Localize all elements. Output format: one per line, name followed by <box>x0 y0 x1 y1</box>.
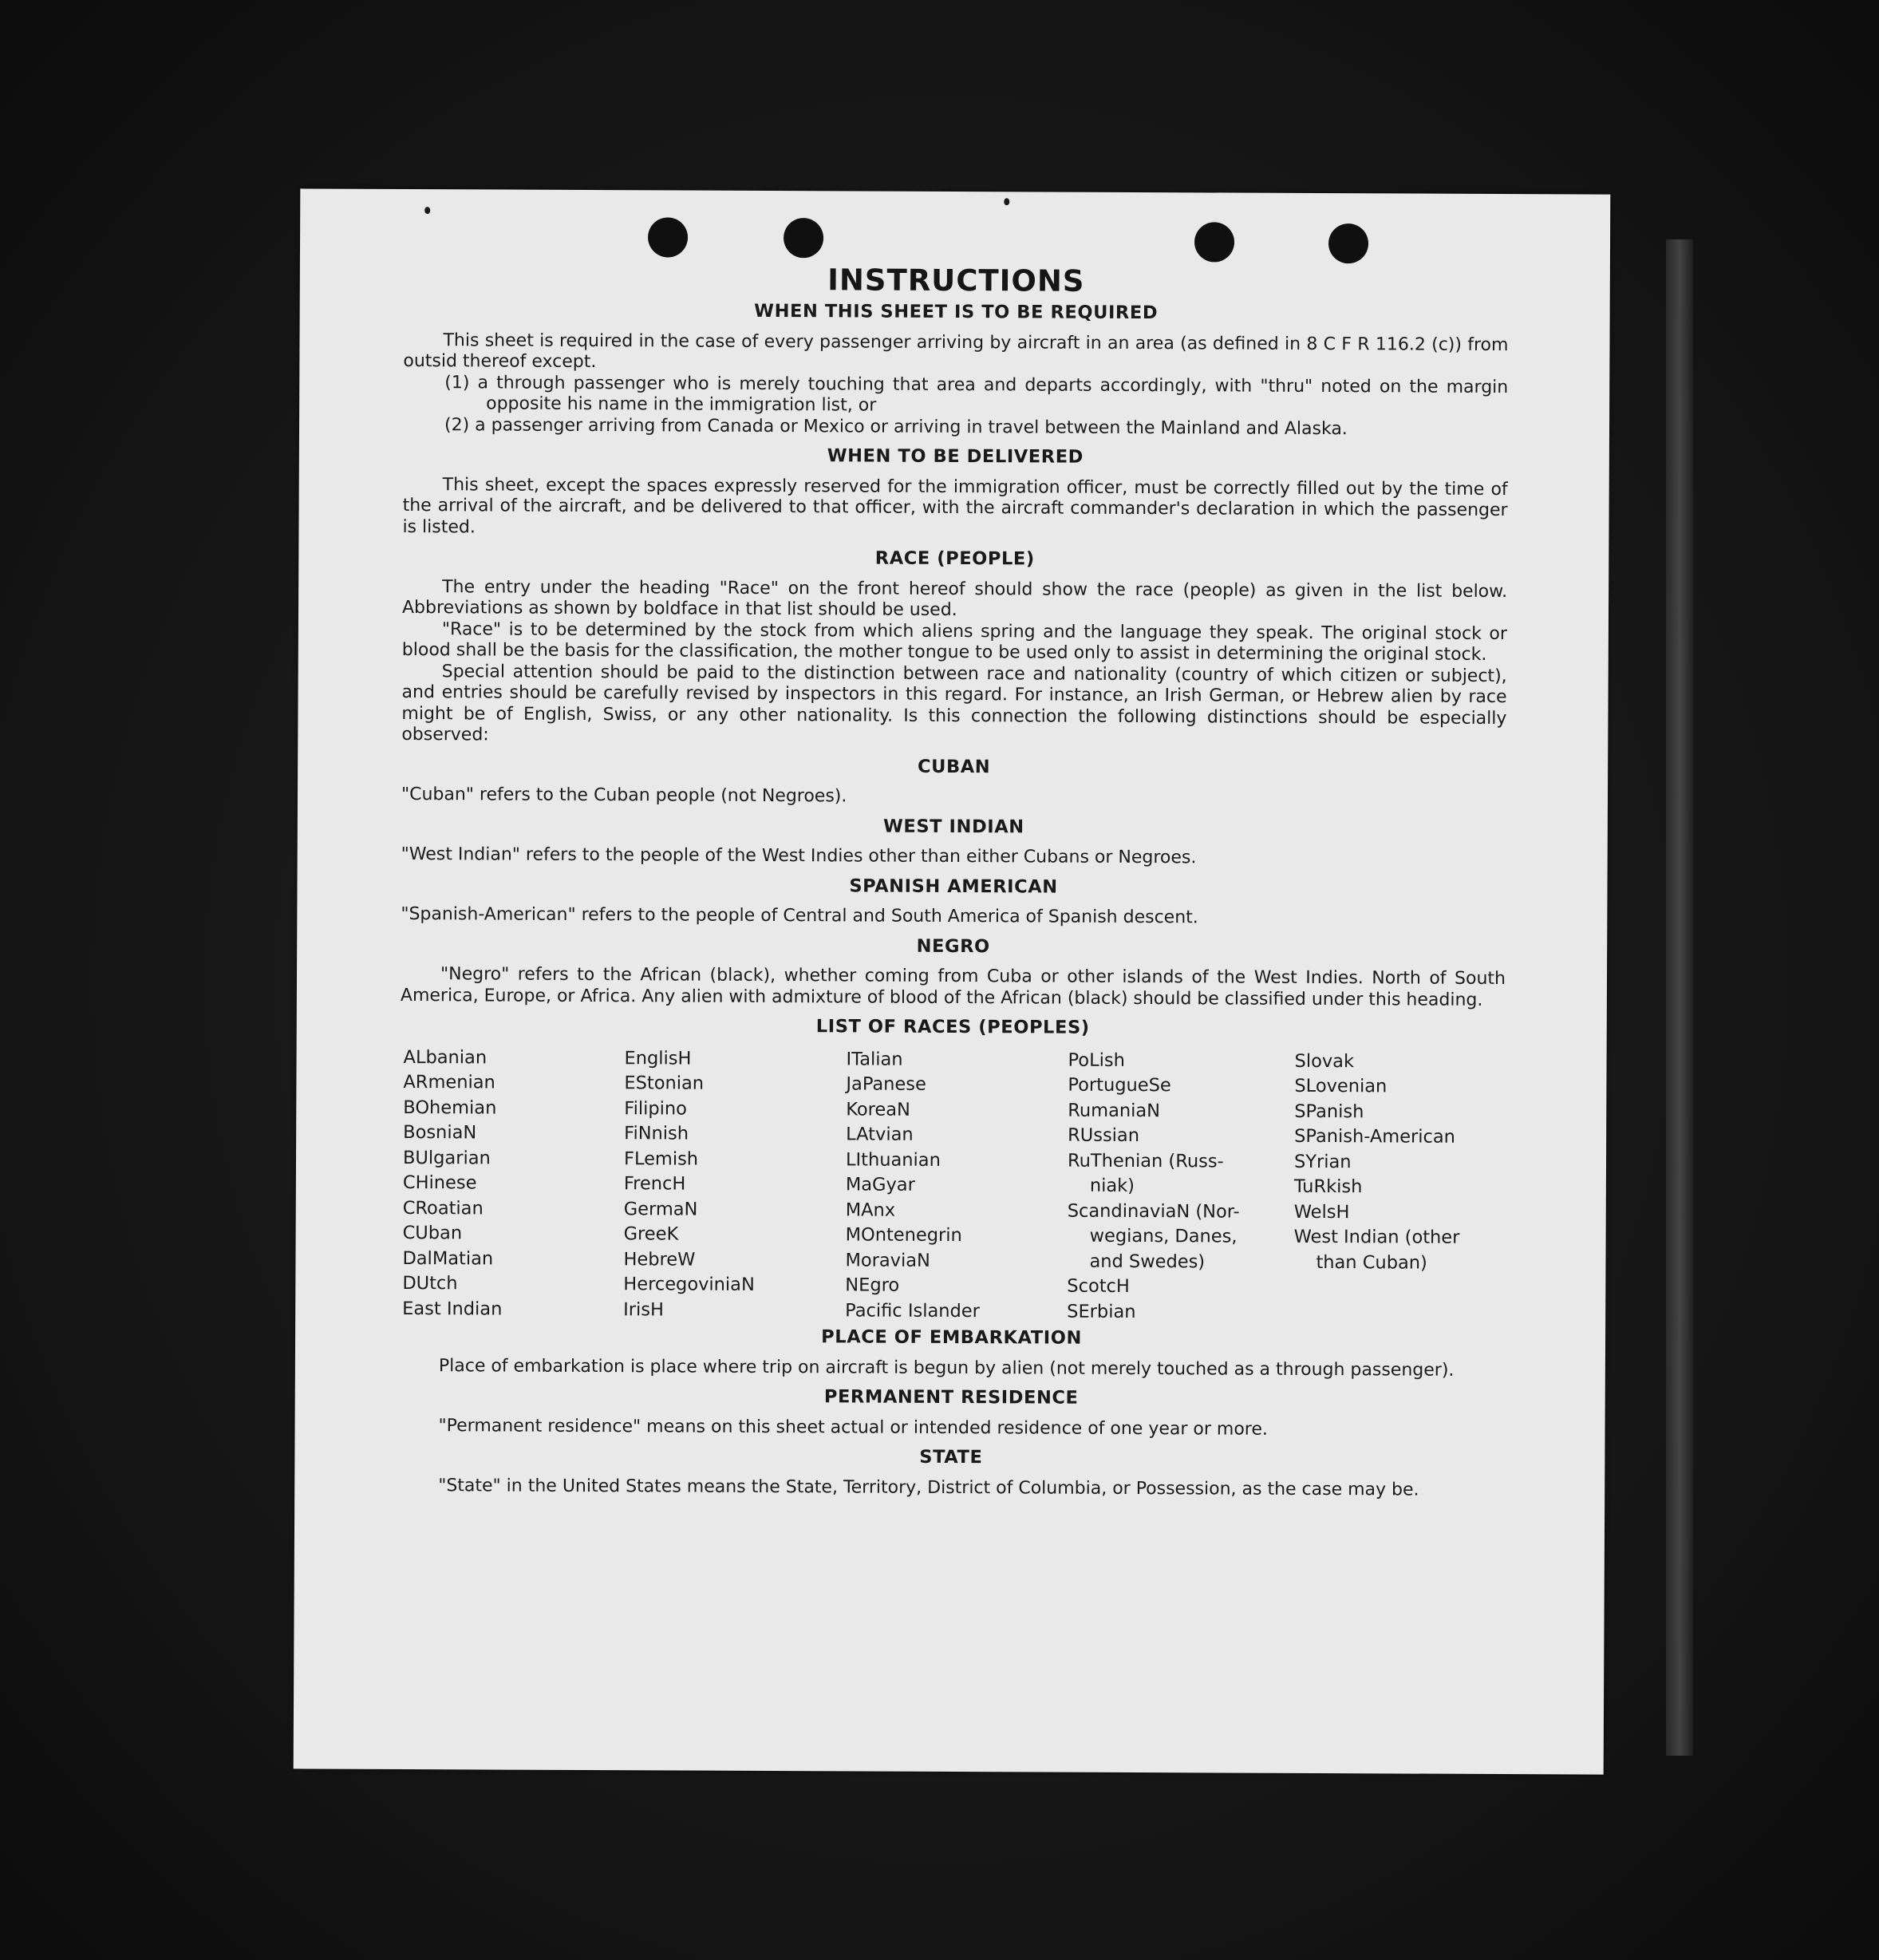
race-item: NEgro <box>845 1274 900 1296</box>
film-edge <box>1666 239 1693 1756</box>
race-text-2: "Race" is to be determined by the stock from which aliens spring and the language they speak. The original stock or blood shall be the basis for the classification, the mother tongue to be used only to assist in determining the original stock. <box>401 618 1507 665</box>
race-text-1: The entry under the heading "Race" on the front hereof should show the race (people) as given in the list below. Abbreviations as shown by boldface in that list should be used. <box>401 576 1508 621</box>
race-item: Pacific Islander <box>845 1299 980 1322</box>
punch-hole <box>784 218 823 258</box>
race-item: FrencH <box>623 1173 686 1195</box>
race-item: SPanish <box>1294 1101 1364 1122</box>
race-item: SLovenian <box>1294 1075 1388 1097</box>
race-item: BUlgarian <box>402 1147 491 1168</box>
race-item: West Indian (other <box>1293 1226 1460 1248</box>
race-item: RUssian <box>1068 1124 1140 1147</box>
punch-hole <box>1328 223 1368 263</box>
heading-state: STATE <box>919 1446 983 1468</box>
race-item: RuThenian (Russ- <box>1067 1150 1224 1172</box>
race-item-continued: niak) <box>1089 1175 1135 1197</box>
heading-required: WHEN THIS SHEET IS TO BE REQUIRED <box>754 300 1159 324</box>
race-item: KoreaN <box>846 1098 910 1120</box>
race-item: HebreW <box>623 1248 696 1270</box>
race-item-continued: than Cuban) <box>1316 1251 1427 1274</box>
embarkation-text: Place of embarkation is place where trip on aircraft is begun by alien (not merely touched as a through passenger). <box>438 1355 1455 1381</box>
race-item: RumaniaN <box>1068 1100 1161 1121</box>
heading-cuban: CUBAN <box>918 756 991 777</box>
race-item: MaGyar <box>845 1174 915 1195</box>
race-item: LIthuanian <box>845 1148 941 1171</box>
negro-text: "Negro" refers to the African (black), whether coming from Cuba or other islands of the West Indies. North of South America, Europe, or Africa. Any alien with admixture of blood of the African (black) should be classified under this heading. <box>400 964 1506 1010</box>
state-text: "State" in the United States means the State, Territory, District of Columbia, or Possession, as the case may be. <box>438 1475 1419 1500</box>
race-item: JaPanese <box>846 1073 926 1095</box>
heading-race: RACE (PEOPLE) <box>874 547 1035 570</box>
speck <box>424 207 430 214</box>
race-item: ITalian <box>846 1048 903 1070</box>
race-item: FLemish <box>623 1148 699 1170</box>
race-item: ScandinaviaN (Nor- <box>1067 1200 1240 1223</box>
race-item: FiNnish <box>624 1123 689 1144</box>
race-item: CUban <box>402 1222 463 1244</box>
document-page <box>294 188 1611 1774</box>
race-item: ARmenian <box>403 1072 495 1093</box>
heading-delivered: WHEN TO BE DELIVERED <box>827 445 1084 468</box>
race-item: MoraviaN <box>845 1249 930 1271</box>
west-indian-text: "West Indian" refers to the people of the West Indies other than either Cubans or Negroes. <box>401 844 1197 868</box>
race-item: LAtvian <box>846 1124 914 1145</box>
race-item: HercegoviniaN <box>623 1274 755 1295</box>
required-text: This sheet is required in the case of every passenger arriving by aircraft in an area (as defined in 8 C F R 116.2 (c)) from outsid thereof except. <box>403 330 1509 373</box>
race-item: East Indian <box>402 1298 503 1320</box>
races-column-5 <box>1293 1049 1509 1326</box>
race-item: CHinese <box>402 1172 477 1194</box>
exception-2: (2) a passenger arriving from Canada or Mexico or arriving in travel between the Mainland and Alaska. <box>444 414 1348 439</box>
speck <box>1004 198 1009 205</box>
race-item-continued: wegians, Danes, <box>1089 1225 1238 1247</box>
punch-hole <box>1194 222 1234 262</box>
punch-hole <box>648 217 688 257</box>
race-item: SYrian <box>1293 1151 1352 1172</box>
race-item: IrisH <box>623 1298 665 1320</box>
race-item: SErbian <box>1067 1301 1136 1322</box>
residence-text: "Permanent residence" means on this sheet actual or intended residence of one year or more. <box>438 1415 1268 1440</box>
cuban-text: "Cuban" refers to the Cuban people (not Negroes). <box>401 784 847 807</box>
race-item: ScotcH <box>1067 1275 1130 1297</box>
race-item-continued: and Swedes) <box>1089 1251 1206 1272</box>
race-item: BosniaN <box>403 1122 477 1144</box>
race-item: SPanish-American <box>1294 1125 1456 1148</box>
races-column-1 <box>402 1045 625 1323</box>
race-item: EnglisH <box>624 1047 692 1069</box>
race-item: Filipino <box>624 1097 687 1120</box>
race-item: DalMatian <box>402 1247 494 1269</box>
race-item: TuRkish <box>1293 1176 1363 1198</box>
heading-embarkation: PLACE OF EMBARKATION <box>821 1326 1082 1349</box>
race-item: GermaN <box>623 1198 698 1220</box>
heading-spanish-american: SPANISH AMERICAN <box>849 875 1058 898</box>
race-item: GreeK <box>623 1223 679 1245</box>
delivered-text: This sheet, except the spaces expressly reserved for the immigration officer, must be correctly filled out by the time of the arrival of the aircraft, and be delivered to that officer, with the aircraft commander's declaration in which the passenger is listed. <box>402 474 1508 537</box>
heading-residence: PERMANENT RESIDENCE <box>823 1386 1079 1409</box>
race-item: Slovak <box>1294 1050 1355 1072</box>
race-item: PortugueSe <box>1068 1074 1171 1097</box>
race-item: DUtch <box>402 1272 458 1294</box>
race-item: EStonian <box>624 1073 705 1094</box>
races-column-3 <box>845 1047 1068 1325</box>
heading-west-indian: WEST INDIAN <box>882 816 1024 837</box>
heading-list-of-races: LIST OF RACES (PEOPLES) <box>815 1016 1090 1038</box>
page-title: INSTRUCTIONS <box>827 263 1085 298</box>
race-item: PoLish <box>1068 1049 1125 1071</box>
heading-negro: NEGRO <box>916 935 990 957</box>
spanish-american-text: "Spanish-American" refers to the people of Central and South America of Spanish descent. <box>401 903 1198 928</box>
race-item: BOhemian <box>403 1097 497 1119</box>
races-column-2 <box>623 1046 847 1324</box>
race-item: MOntenegrin <box>845 1224 962 1247</box>
race-text-3: Special attention should be paid to the distinction between race and nationality (country of which citizen or subject), and entries should be carefully revised by inspectors in this regard. For instance, an Irish German, or Hebrew alien by race might be of English, Swiss, or any other nationality. Is this connection the following distinctions should be especially observed: <box>401 661 1507 745</box>
race-item: WelsH <box>1293 1201 1350 1223</box>
race-item: ALbanian <box>403 1046 488 1068</box>
document-body <box>398 261 1509 1501</box>
races-list <box>402 1045 1505 1327</box>
exception-1: (1) a through passenger who is merely touching that area and departs accordingly, with "thru" noted on the margin opposite his name in the immigration list, or <box>444 372 1509 416</box>
race-item: CRoatian <box>402 1197 484 1219</box>
races-column-4 <box>1067 1048 1295 1326</box>
race-item: MAnx <box>845 1199 896 1221</box>
